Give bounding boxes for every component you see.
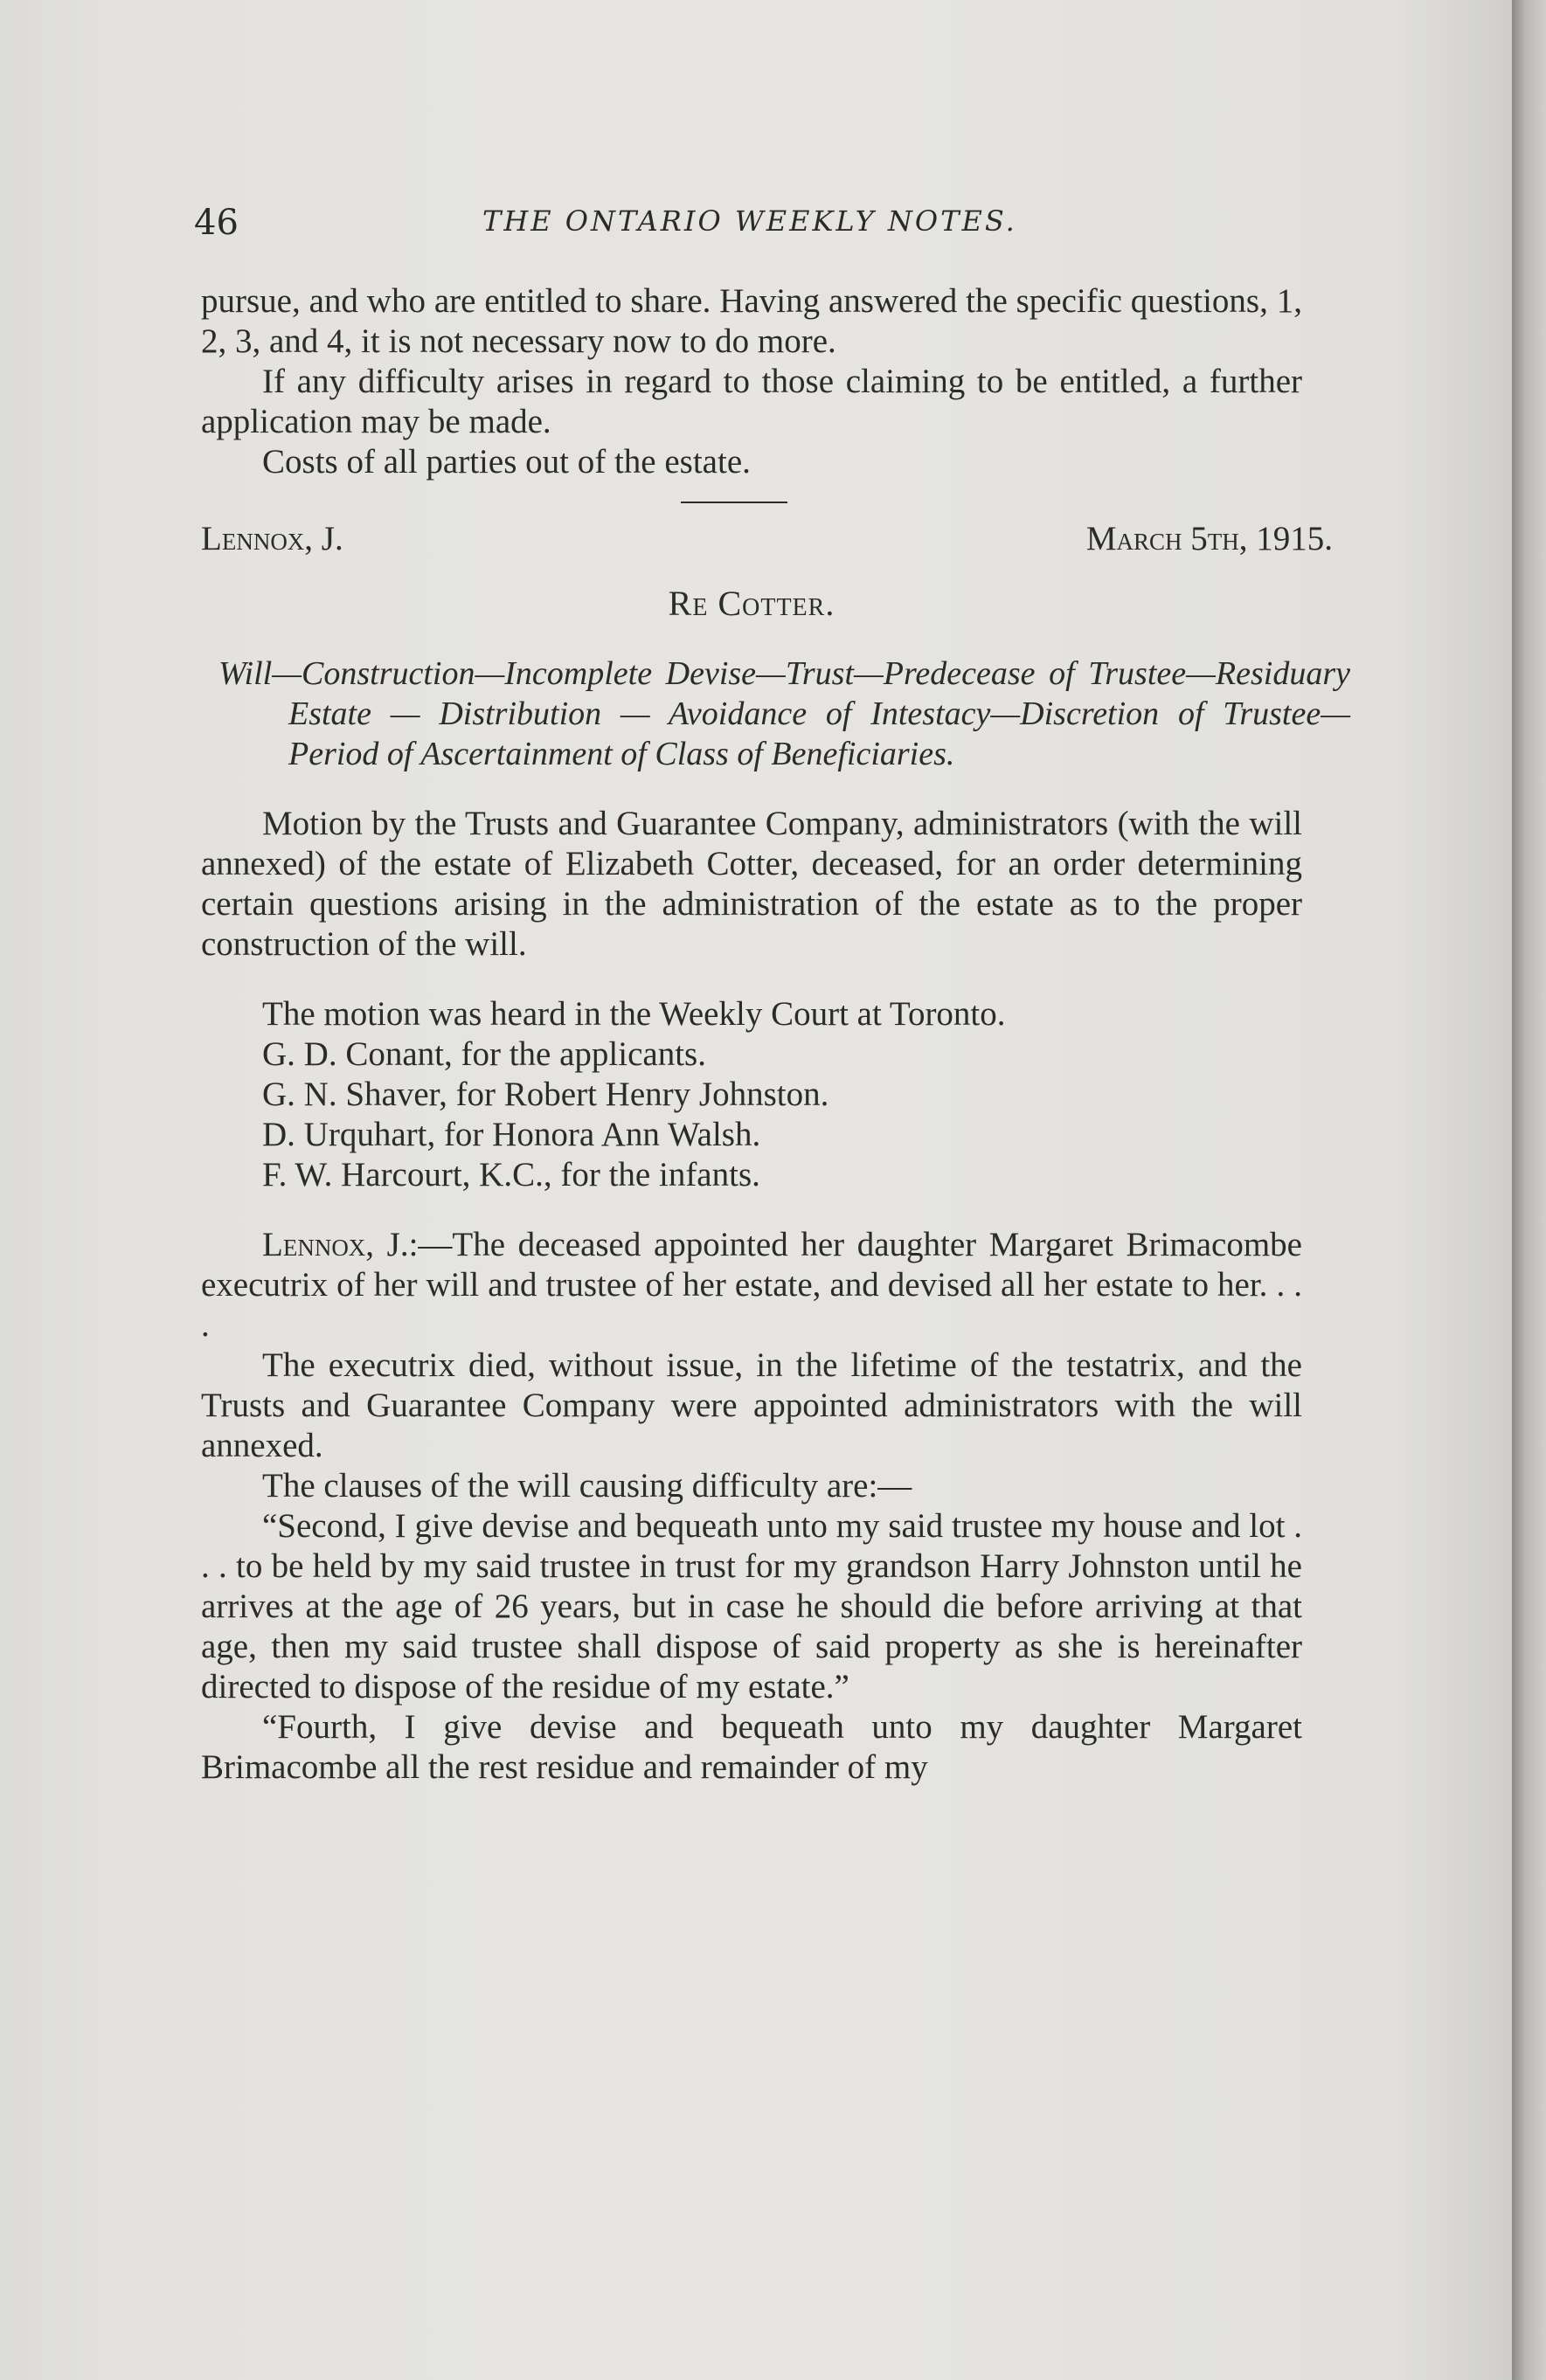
judge-name: Lennox, J. — [201, 520, 343, 557]
counsel-line: D. Urquhart, for Honora Ann Walsh. — [262, 1116, 761, 1153]
continuation-paragraph-3: Costs of all parties out of the estate. — [262, 443, 751, 481]
counsel-line: F. W. Harcourt, K.C., for the infants. — [262, 1156, 760, 1193]
continuation-paragraph-1: pursue, and who are entitled to share. Having answered the specific questions, 1, 2, 3, and 4, it is not necessary now to do more. — [201, 282, 1302, 360]
judgment-speaker: Lennox, J. — [262, 1226, 409, 1263]
motion-paragraph: Motion by the Trusts and Guarantee Company, administrators (with the will annexed) of the estate of Elizabeth Cotter, deceased, for an order determining certain questions arising in the administration of the estate as to the proper construction of the will. — [201, 805, 1302, 963]
judgment-paragraph-1 — [201, 1225, 1302, 1346]
running-head — [194, 203, 1085, 246]
page-number: 46 — [194, 203, 239, 243]
judgment-paragraph-2: The executrix died, without issue, in the lifetime of the testatrix, and the Trusts and Guarantee Company were appointed administrators with the will annexed. — [201, 1346, 1302, 1464]
judgment-date: March 5th, 1915. — [1085, 520, 1333, 557]
judgment-paragraph-3: The clauses of the will causing difficulty are:— — [262, 1467, 912, 1505]
counsel-line: The motion was heard in the Weekly Court at Toronto. — [262, 995, 1006, 1033]
case-byline — [201, 519, 1333, 559]
counsel-list — [201, 994, 1302, 1195]
will-clause-second: “Second, I give devise and bequeath unto my said trustee my house and lot . . . to be held by my said trustee in trust for my grandson Harry Johnston until he arrives at the age of 26 years, but in case he should die before arriving at that age, then my said trustee shall dispose of said property as she is hereinafter directed to dispose of the residue of my estate.” — [201, 1507, 1302, 1705]
continuation-paragraph-2: If any difficulty arises in regard to those claiming to be entitled, a further application may be made. — [201, 363, 1302, 440]
judgment-text: :—The deceased appointed her daughter Margaret Brimacombe executrix of her will and trustee of her estate, and devised all her estate to her. . . . — [201, 1226, 1302, 1344]
case-title: Re Cotter. — [668, 584, 835, 623]
counsel-line: G. N. Shaver, for Robert Henry Johnston. — [262, 1076, 829, 1113]
running-title: THE ONTARIO WEEKLY NOTES. — [482, 204, 1017, 238]
headnote: Will—Construction—Incomplete Devise—Trust—Predecease of Trustee—Residuary Estate — Distribution — Avoidance of Intestacy—Discretion of Trustee—Period of Ascertainment of Class of Beneficiaries. — [218, 655, 1350, 772]
will-clause-fourth: “Fourth, I give devise and bequeath unto my daughter Margaret Brimacombe all the rest residue and remainder of my — [201, 1708, 1302, 1786]
body-text — [201, 281, 1350, 1788]
counsel-line: G. D. Conant, for the applicants. — [262, 1035, 706, 1073]
book-spine-edge — [1512, 0, 1546, 2380]
section-divider — [681, 502, 787, 503]
